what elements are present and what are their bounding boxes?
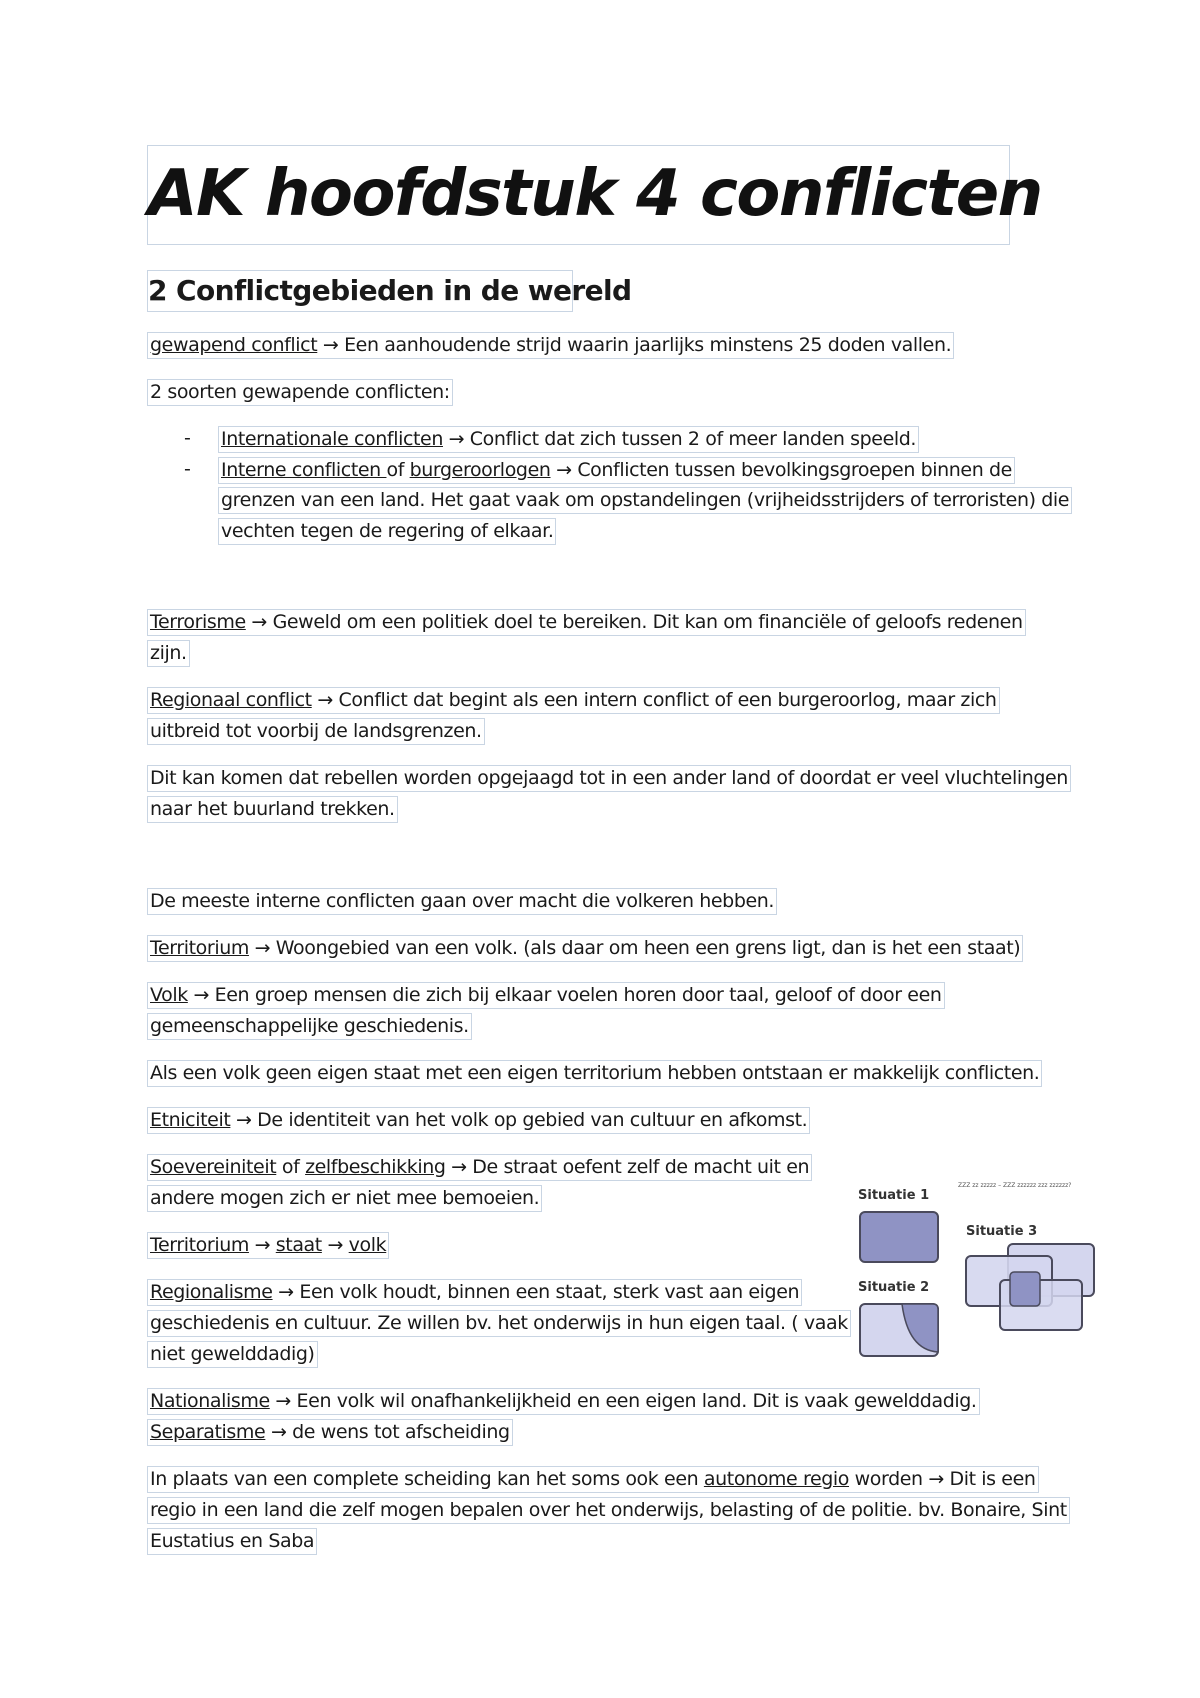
bullet-interne-conflicten-line2: grenzen van een land. Het gaat vaak om opstandelingen (vrijheidsstrijders of terroristen) die — [218, 487, 1072, 514]
term-territorium: Territorium — [150, 937, 249, 959]
definition-text: → Conflicten tussen bevolkingsgroepen binnen de — [550, 459, 1012, 481]
term-soevereiniteit: Soevereiniteit — [150, 1156, 277, 1178]
term-volk: volk — [348, 1234, 387, 1256]
bullet-internationale-conflicten — [218, 426, 919, 453]
situation-diagram — [850, 1180, 1110, 1370]
situation-figure — [850, 1180, 1110, 1370]
paragraph-interne-conflicten: De meeste interne conflicten gaan over macht die volkeren hebben. — [147, 888, 777, 915]
paragraph-rebellen-line2: naar het buurland trekken. — [147, 796, 398, 823]
definition-text: → Een volk houdt, binnen een staat, sterk vast aan eigen — [272, 1281, 800, 1303]
paragraph-soorten: 2 soorten gewapende conflicten: — [147, 379, 453, 406]
definition-gewapend-conflict — [147, 332, 954, 359]
term-etniciteit: Etniciteit — [150, 1109, 231, 1131]
definition-territorium — [147, 935, 1023, 962]
definition-volk-line2: gemeenschappelijke geschiedenis. — [147, 1013, 472, 1040]
definition-regionaal-conflict-line1 — [147, 687, 1000, 714]
connector-text: of — [386, 459, 410, 481]
term-staat: staat — [275, 1234, 322, 1256]
term-terrorisme: Terrorisme — [150, 611, 246, 633]
term-zelfbeschikking: zelfbeschikking — [305, 1156, 446, 1178]
definition-text: → De identiteit van het volk op gebied van cultuur en afkomst. — [230, 1109, 808, 1131]
term-internationale-conflicten: Internationale conflicten — [221, 428, 443, 450]
term-gewapend-conflict: gewapend conflict — [150, 334, 318, 356]
definition-nationalisme — [147, 1388, 980, 1415]
situation-1-label: Situatie 1 — [858, 1188, 930, 1203]
paragraph-autonome-regio-line3: Eustatius en Saba — [147, 1528, 317, 1555]
paragraph-autonome-regio-line2: regio in een land die zelf mogen bepalen over het onderwijs, belasting of de politie. bv. Bonaire, Sint — [147, 1497, 1070, 1524]
definition-etniciteit — [147, 1107, 810, 1134]
paragraph-rebellen-line1: Dit kan komen dat rebellen worden opgejaagd tot in een ander land of doordat er veel vluchtelingen — [147, 765, 1071, 792]
figure-note: ZZZ zz zzzzz – ZZZ zzzzzz zzz zzzzzz? — [958, 1182, 1072, 1189]
definition-separatisme — [147, 1419, 513, 1446]
situation-3-overlap — [1010, 1272, 1040, 1306]
definition-regionaal-conflict-line2: uitbreid tot voorbij de landsgrenzen. — [147, 718, 485, 745]
definition-text: → Woongebied van een volk. (als daar om heen een grens ligt, dan is het een staat) — [248, 937, 1021, 959]
term-burgeroorlogen: burgeroorlogen — [409, 459, 551, 481]
sequence-territorium-staat-volk — [147, 1232, 389, 1259]
definition-text: → de wens tot afscheiding — [265, 1421, 510, 1443]
connector-text: of — [276, 1156, 306, 1178]
term-autonome-regio: autonome regio — [703, 1468, 850, 1490]
term-nationalisme: Nationalisme — [150, 1390, 270, 1412]
definition-text: → De straat oefent zelf de macht uit en — [445, 1156, 810, 1178]
term-volk: Volk — [150, 984, 188, 1006]
page-title: AK hoofdstuk 4 conflicten — [147, 145, 1010, 245]
situation-1-shape — [860, 1212, 938, 1262]
situation-2-label: Situatie 2 — [858, 1280, 930, 1295]
term-interne-conflicten: Interne conflicten — [221, 459, 387, 481]
section-heading: 2 Conflictgebieden in de wereld — [147, 270, 573, 312]
definition-text: → Conflict dat zich tussen 2 of meer landen speeld. — [442, 428, 917, 450]
definition-text: → Een volk wil onafhankelijkheid en een eigen land. Dit is vaak gewelddadig. — [269, 1390, 977, 1412]
definition-text: → Conflict dat begint als een intern conflict of een burgeroorlog, maar zich — [311, 689, 997, 711]
situation-3-label: Situatie 3 — [966, 1224, 1038, 1239]
definition-text: → Geweld om een politiek doel te bereiken. Dit kan om financiële of geloofs redenen — [245, 611, 1023, 633]
definition-text: → Een groep mensen die zich bij elkaar voelen horen door taal, geloof of door een — [187, 984, 942, 1006]
definition-regionalisme-line2: geschiedenis en cultuur. Ze willen bv. het onderwijs in hun eigen taal. ( vaak — [147, 1310, 851, 1337]
paragraph-autonome-regio-line1 — [147, 1466, 1039, 1493]
definition-terrorisme-line2: zijn. — [147, 640, 190, 667]
term-territorium: Territorium — [150, 1234, 249, 1256]
bullet-marker: - — [184, 427, 191, 449]
definition-volk-line1 — [147, 982, 945, 1009]
arrow-text: → — [248, 1234, 276, 1256]
bullet-marker: - — [184, 458, 191, 480]
definition-regionalisme-line1 — [147, 1279, 802, 1306]
bullet-interne-conflicten-line3: vechten tegen de regering of elkaar. — [218, 518, 556, 545]
definition-soevereiniteit-line2: andere mogen zich er niet mee bemoeien. — [147, 1185, 542, 1212]
paragraph-text: worden → Dit is een — [849, 1468, 1036, 1490]
definition-regionalisme-line3: niet gewelddadig) — [147, 1341, 318, 1368]
paragraph-text: In plaats van een complete scheiding kan het soms ook een — [150, 1468, 704, 1490]
term-separatisme: Separatisme — [150, 1421, 266, 1443]
definition-terrorisme-line1 — [147, 609, 1026, 636]
definition-soevereiniteit-line1 — [147, 1154, 812, 1181]
bullet-interne-conflicten-line1 — [218, 457, 1015, 484]
term-regionalisme: Regionalisme — [150, 1281, 273, 1303]
arrow-text: → — [321, 1234, 349, 1256]
definition-text: → Een aanhoudende strijd waarin jaarlijks minstens 25 doden vallen. — [317, 334, 952, 356]
paragraph-geen-eigen-staat: Als een volk geen eigen staat met een eigen territorium hebben ontstaan er makkelijk conflicten. — [147, 1060, 1042, 1087]
term-regionaal-conflict: Regionaal conflict — [150, 689, 312, 711]
